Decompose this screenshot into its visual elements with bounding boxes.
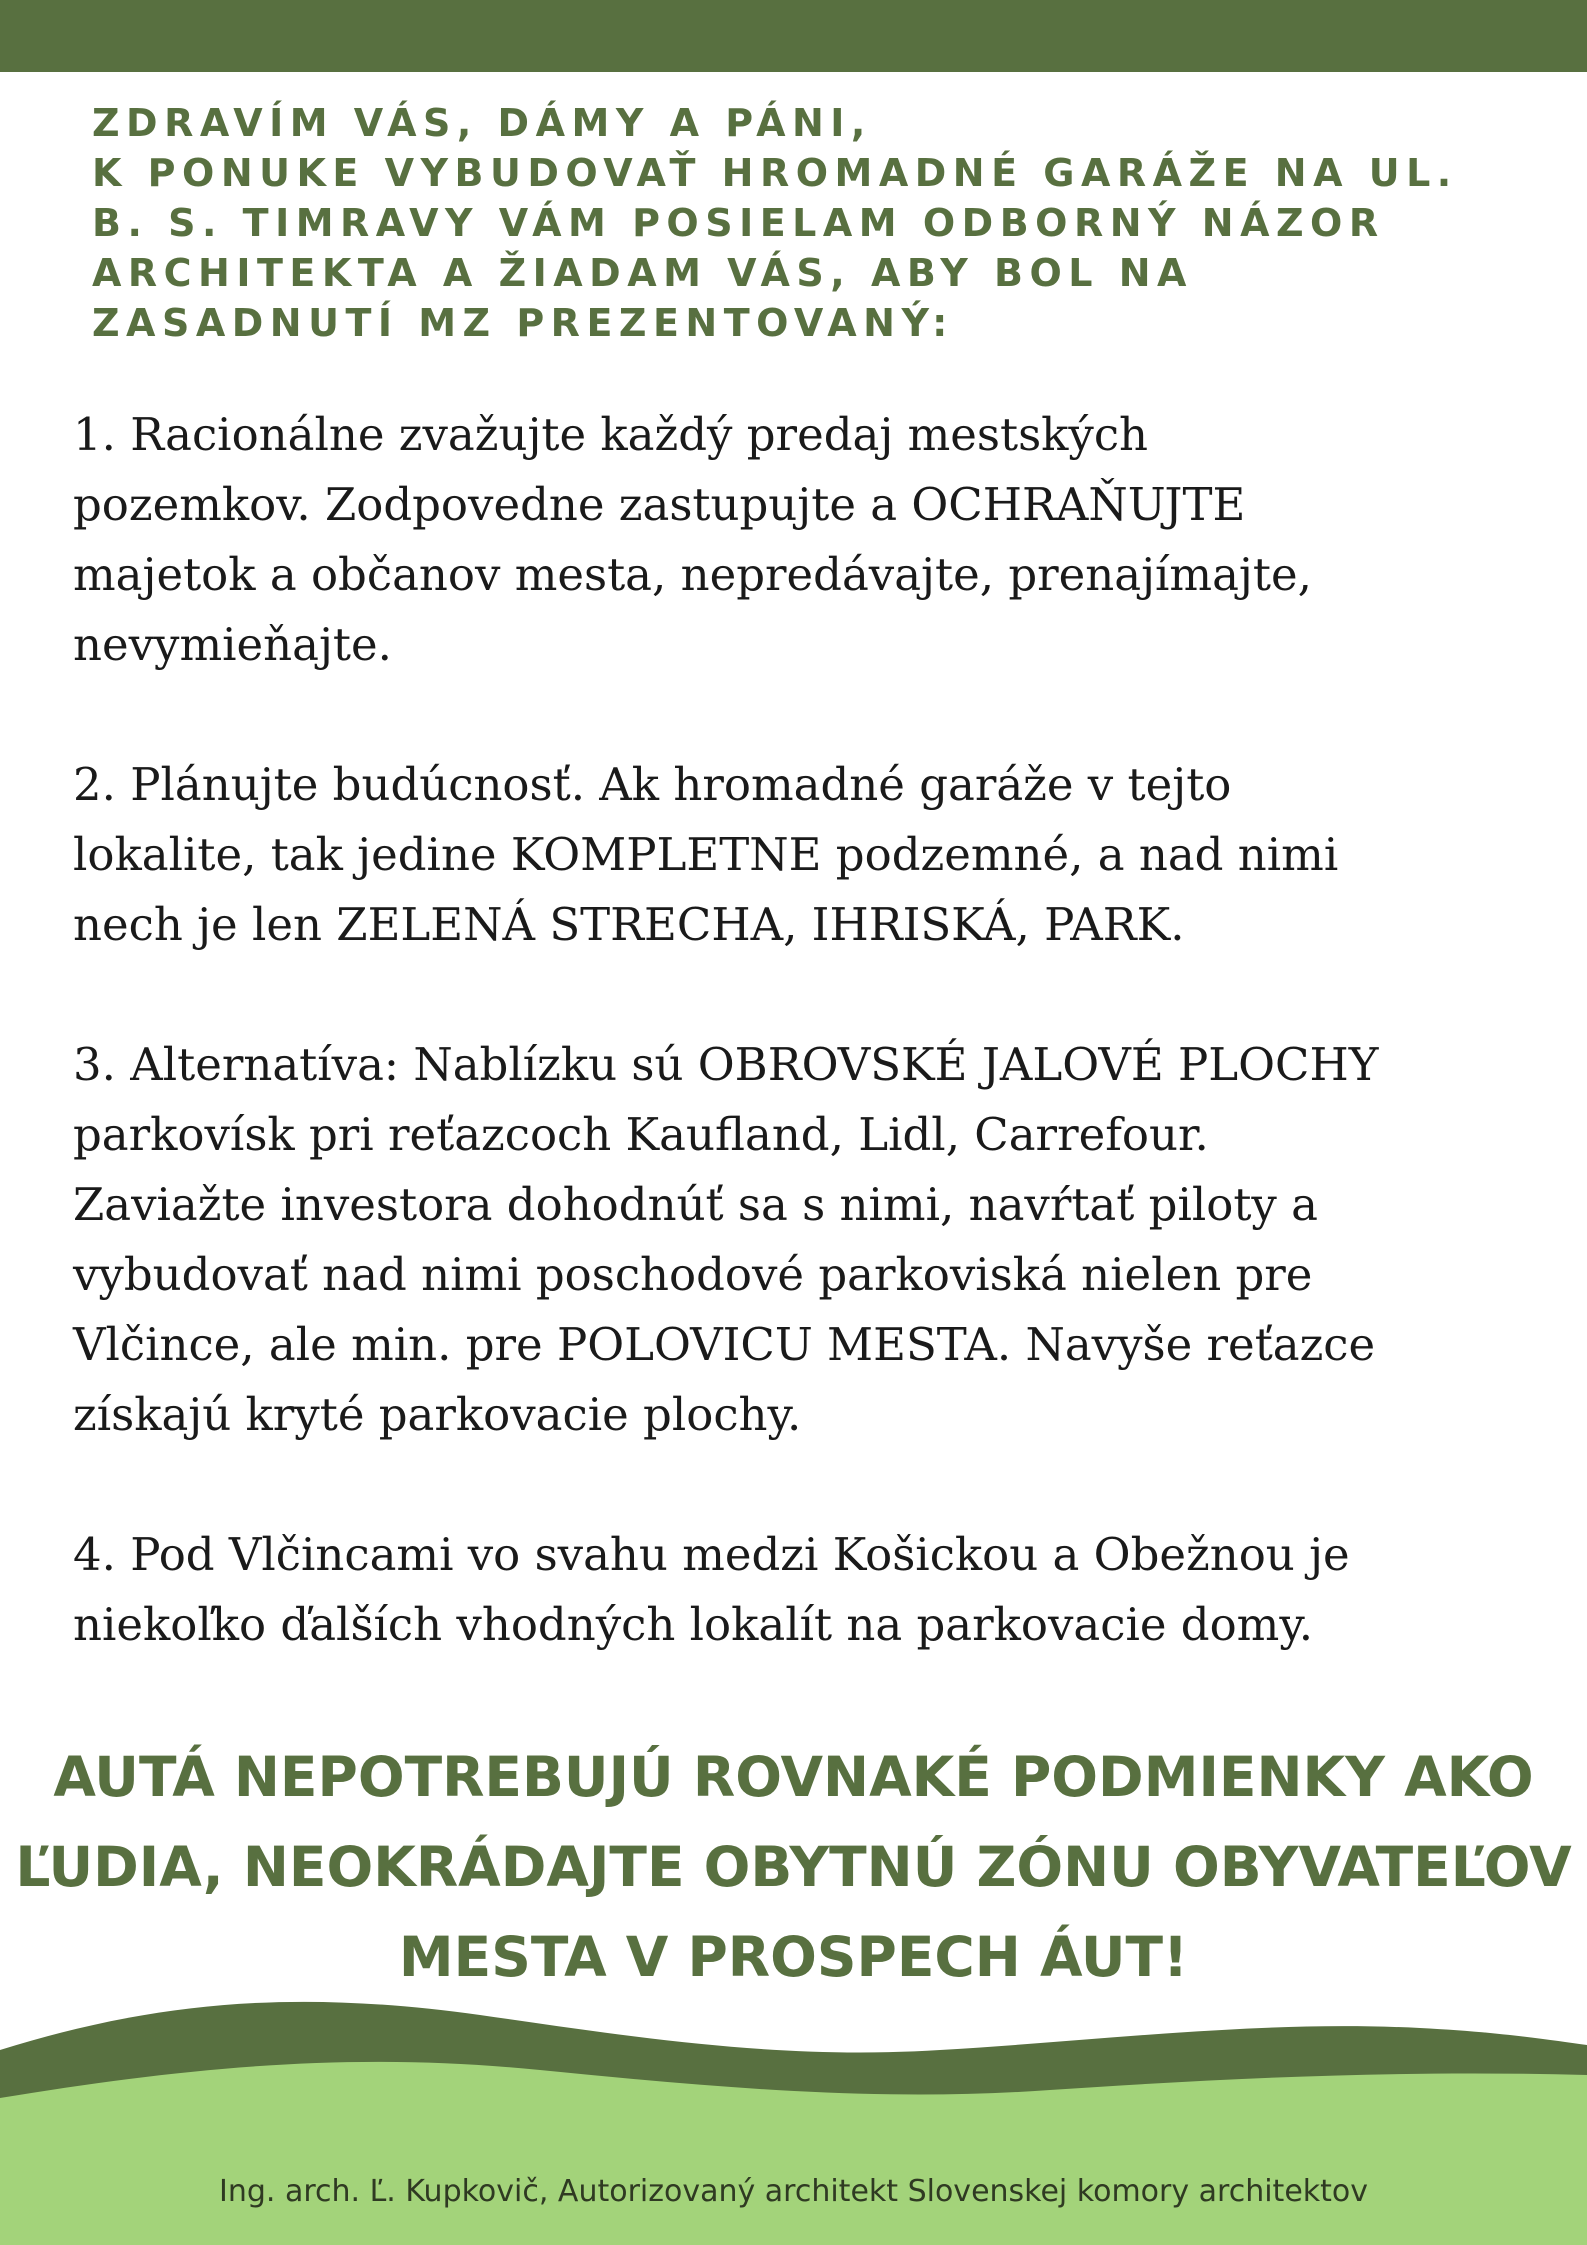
greeting-header bbox=[92, 98, 1532, 348]
recommendations-list bbox=[73, 400, 1533, 1660]
recommendation-line: 2. Plánujte budúcnosť. Ak hromadné garáže v tejto bbox=[73, 758, 1232, 811]
recommendation-line: lokalite, tak jedine KOMPLETNE podzemné, a nad nimi bbox=[73, 828, 1339, 881]
recommendation-line: 3. Alternatíva: Nablízku sú OBROVSKÉ JALOVÉ PLOCHY bbox=[73, 1038, 1379, 1091]
recommendation-line: získajú kryté parkovacie plochy. bbox=[73, 1388, 802, 1441]
recommendation-line: niekoľko ďalších vhodných lokalít na parkovacie domy. bbox=[73, 1598, 1314, 1651]
slogan-line: AUTÁ NEPOTREBUJÚ ROVNAKÉ PODMIENKY AKO bbox=[53, 1745, 1534, 1809]
recommendation-line: nech je len ZELENÁ STRECHA, IHRISKÁ, PARK. bbox=[73, 898, 1185, 951]
slogan bbox=[0, 1732, 1587, 2002]
recommendation-line: parkovísk pri reťazcoch Kaufland, Lidl, Carrefour. bbox=[73, 1108, 1209, 1161]
header-line: B. S. TIMRAVY VÁM POSIELAM ODBORNÝ NÁZOR bbox=[92, 201, 1385, 245]
header-line: ZASADNUTÍ MZ PREZENTOVANÝ: bbox=[92, 301, 954, 345]
recommendation-4 bbox=[73, 1520, 1533, 1660]
recommendation-line: 1. Racionálne zvažujte každý predaj mestských bbox=[73, 408, 1149, 461]
recommendation-line: Vlčince, ale min. pre POLOVICU MESTA. Navyše reťazce bbox=[73, 1318, 1376, 1371]
recommendation-1 bbox=[73, 400, 1533, 680]
recommendation-line: vybudovať nad nimi poschodové parkoviská nielen pre bbox=[73, 1248, 1313, 1301]
recommendation-2 bbox=[73, 750, 1533, 960]
recommendation-line: nevymieňajte. bbox=[73, 618, 392, 671]
recommendation-line: majetok a občanov mesta, nepredávajte, prenajímajte, bbox=[73, 548, 1312, 601]
slogan-line: MESTA V PROSPECH ÁUT! bbox=[398, 1925, 1189, 1989]
recommendation-3 bbox=[73, 1030, 1533, 1450]
top-banner-bar bbox=[0, 0, 1587, 72]
slogan-line: ĽUDIA, NEOKRÁDAJTE OBYTNÚ ZÓNU OBYVATEĽOV bbox=[15, 1835, 1572, 1899]
header-line: ARCHITEKTA A ŽIADAM VÁS, ABY BOL NA bbox=[92, 251, 1193, 295]
recommendation-line: pozemkov. Zodpovedne zastupujte a OCHRAŇUJTE bbox=[73, 478, 1246, 531]
recommendation-line: 4. Pod Vlčincami vo svahu medzi Košickou a Obežnou je bbox=[73, 1528, 1350, 1581]
header-line: ZDRAVÍM VÁS, DÁMY A PÁNI, bbox=[92, 101, 872, 145]
header-line: K PONUKE VYBUDOVAŤ HROMADNÉ GARÁŽE NA UL. bbox=[92, 151, 1458, 195]
author-footer: Ing. arch. Ľ. Kupkovič, Autorizovaný architekt Slovenskej komory architektov bbox=[218, 2174, 1369, 2209]
recommendation-line: Zaviažte investora dohodnúť sa s nimi, navŕtať piloty a bbox=[73, 1178, 1318, 1231]
